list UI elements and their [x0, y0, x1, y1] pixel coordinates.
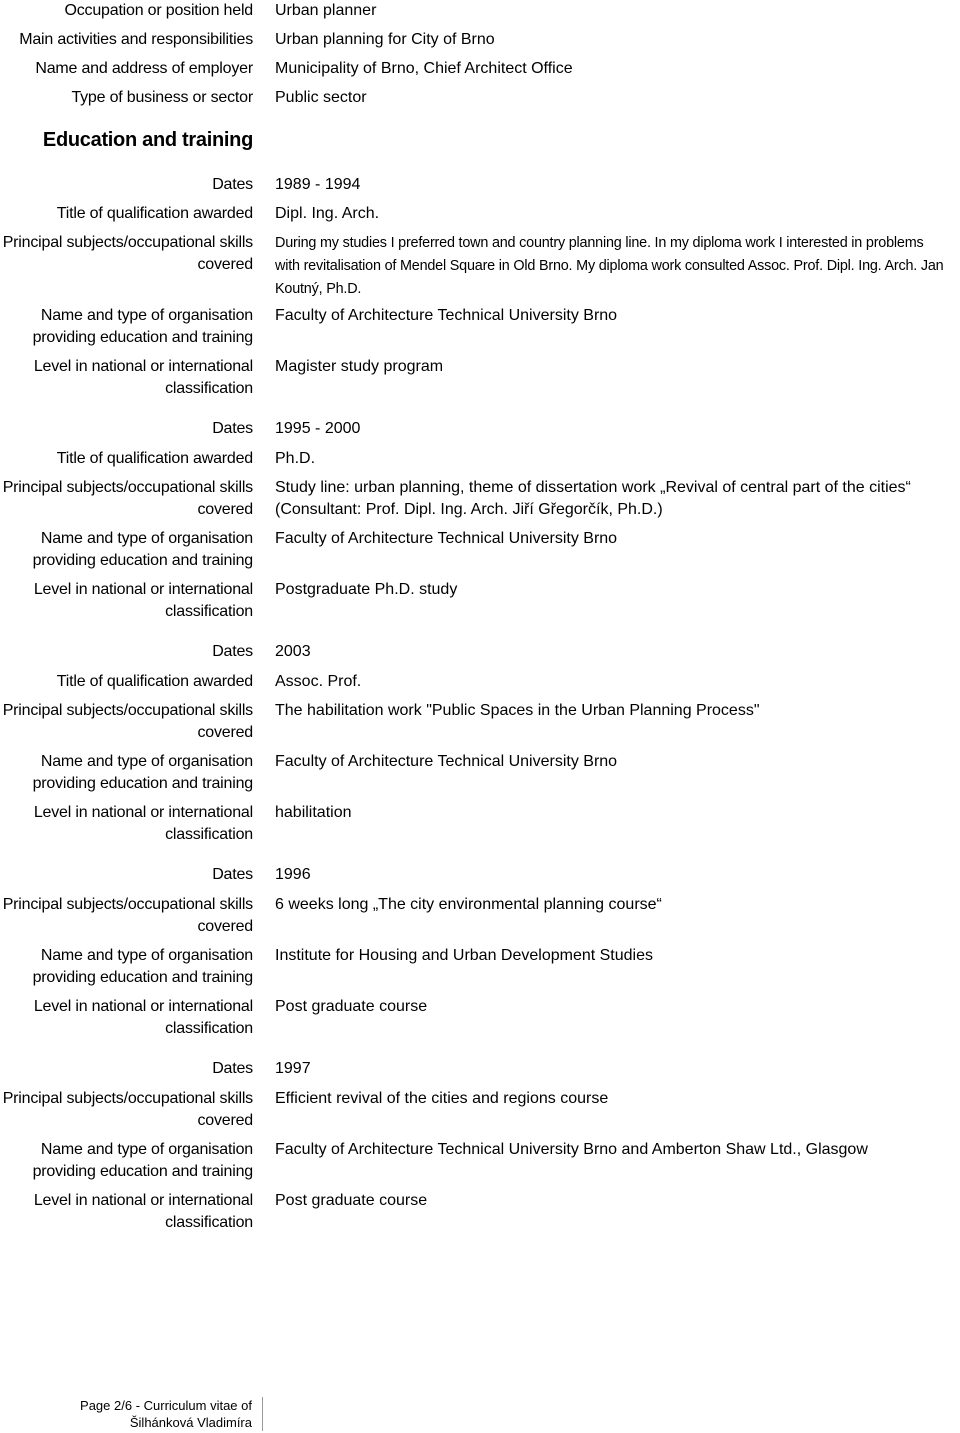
work-value: Urban planner — [275, 2, 377, 19]
level-value: Post graduate course — [275, 1192, 428, 1209]
subjects-value: 6 weeks long „The city environmental planning course“ — [275, 896, 662, 913]
organisation-label: Name and type of organisation providing education and training — [32, 753, 253, 792]
subjects-label: Principal subjects/occupational skills covered — [2, 896, 253, 935]
work-label: Occupation or position held — [64, 2, 253, 19]
level-value: habilitation — [275, 804, 352, 821]
dates-value: 2003 — [275, 643, 311, 660]
subjects-label: Principal subjects/occupational skills covered — [2, 1090, 253, 1129]
level-value: Postgraduate Ph.D. study — [275, 581, 458, 598]
level-label: Level in national or international classification — [33, 1192, 253, 1231]
dates-label: Dates — [212, 643, 253, 660]
work-label: Main activities and responsibilities — [19, 31, 253, 48]
title-label: Title of qualification awarded — [56, 205, 253, 222]
work-value: Public sector — [275, 89, 367, 106]
organisation-label: Name and type of organisation providing education and training — [32, 1141, 253, 1180]
work-label: Type of business or sector — [71, 89, 253, 106]
title-label: Title of qualification awarded — [56, 673, 253, 690]
organisation-value: Institute for Housing and Urban Development Studies — [275, 947, 653, 964]
title-value: Assoc. Prof. — [275, 673, 362, 690]
title-label: Title of qualification awarded — [56, 450, 253, 467]
dates-value: 1989 - 1994 — [275, 176, 361, 193]
dates-label: Dates — [212, 1060, 253, 1077]
page-footer — [80, 1397, 263, 1431]
section-heading-education: Education and training — [42, 129, 253, 151]
organisation-label: Name and type of organisation providing education and training — [32, 530, 253, 569]
subjects-label: Principal subjects/occupational skills covered — [2, 234, 253, 273]
level-value: Post graduate course — [275, 998, 428, 1015]
subjects-value: During my studies I preferred town and country planning line. In my diploma work I interested in problems with revitalisation of Mendel Square in Old Brno. My diploma work consulted Assoc. Prof. Dipl. Ing. Arch. Jan Koutný, Ph.D. — [275, 235, 944, 297]
subjects-value: Study line: urban planning, theme of dissertation work „Revival of central part of the cities“ (Consultant: Prof. Dipl. Ing. Arch. Jiří Gřegorčík, Ph.D.) — [275, 479, 911, 518]
dates-value: 1995 - 2000 — [275, 420, 361, 437]
organisation-value: Faculty of Architecture Technical University Brno and Amberton Shaw Ltd., Glasgow — [275, 1141, 868, 1158]
organisation-label: Name and type of organisation providing education and training — [32, 947, 253, 986]
footer-page-number: Page 2/6 - Curriculum vitae of — [80, 1398, 252, 1413]
subjects-value: Efficient revival of the cities and regions course — [275, 1090, 609, 1107]
subjects-label: Principal subjects/occupational skills covered — [2, 479, 253, 518]
level-label: Level in national or international classification — [33, 804, 253, 843]
title-value: Dipl. Ing. Arch. — [275, 205, 380, 222]
level-label: Level in national or international classification — [33, 998, 253, 1037]
dates-label: Dates — [212, 176, 253, 193]
dates-label: Dates — [212, 420, 253, 437]
subjects-label: Principal subjects/occupational skills covered — [2, 702, 253, 741]
organisation-value: Faculty of Architecture Technical University Brno — [275, 307, 618, 324]
work-label: Name and address of employer — [35, 60, 253, 77]
work-value: Urban planning for City of Brno — [275, 31, 495, 48]
level-label: Level in national or international classification — [33, 581, 253, 620]
footer-author-name: Šilhánková Vladimíra — [129, 1415, 252, 1430]
subjects-value: The habilitation work "Public Spaces in the Urban Planning Process" — [275, 702, 760, 719]
work-value: Municipality of Brno, Chief Architect Office — [275, 60, 573, 77]
level-value: Magister study program — [275, 358, 444, 375]
title-value: Ph.D. — [275, 450, 316, 467]
organisation-value: Faculty of Architecture Technical University Brno — [275, 530, 618, 547]
dates-label: Dates — [212, 866, 253, 883]
level-label: Level in national or international classification — [33, 358, 253, 397]
organisation-value: Faculty of Architecture Technical University Brno — [275, 753, 618, 770]
organisation-label: Name and type of organisation providing education and training — [32, 307, 253, 346]
dates-value: 1997 — [275, 1060, 311, 1077]
dates-value: 1996 — [275, 866, 311, 883]
